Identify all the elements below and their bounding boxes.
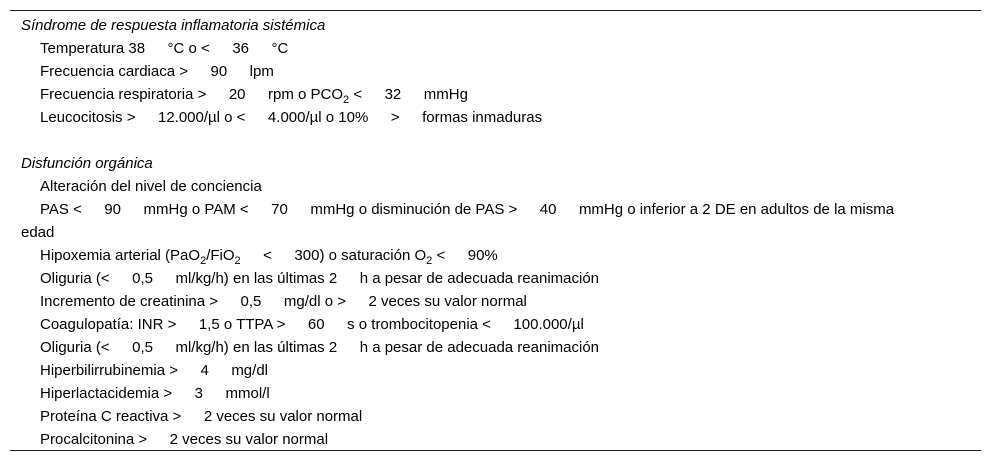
list-item: Hiperbilirrubinemia > 4 mg/dl	[40, 362, 268, 379]
section-spacer	[21, 129, 981, 152]
item-text-continuation: edad	[21, 224, 55, 241]
item-text: Hipoxemia arterial (PaO	[40, 247, 201, 264]
list-item: Oliguria (< 0,5 ml/kg/h) en las últimas 2 h a pesar de adecuada reanimación	[40, 270, 600, 287]
item-text: < 300) o saturación O	[240, 247, 427, 264]
item-text: < 32 mmHg	[349, 86, 468, 103]
item-text: PAS < 90 mmHg o PAM < 70 mmHg o disminución de PAS > 40 mmHg o inferior a 2 DE en adultos de la misma	[40, 201, 895, 218]
list-item: Coagulopatía: INR > 1,5 o TTPA > 60 s o trombocitopenia < 100.000/µl	[40, 316, 584, 333]
section-title-sirs: Síndrome de respuesta inflamatoria sistémica	[21, 17, 326, 34]
table-content	[10, 11, 981, 451]
list-item	[21, 83, 981, 106]
subscript: 2	[234, 255, 241, 267]
item-text: < 90%	[432, 247, 498, 264]
list-item: Alteración del nivel de conciencia	[40, 178, 262, 195]
list-item: Hiperlactacidemia > 3 mmol/l	[40, 385, 270, 402]
list-item: Incremento de creatinina > 0,5 mg/dl o > 2 veces su valor normal	[40, 293, 527, 310]
section-title-organ-dysfunction: Disfunción orgánica	[21, 155, 153, 172]
subscript: 2	[426, 255, 433, 267]
list-item: Temperatura 38 °C o < 36 °C	[40, 40, 289, 57]
list-item: Leucocitosis > 12.000/µl o < 4.000/µl o 10% > formas inmaduras	[40, 109, 543, 126]
item-text: /FiO	[206, 247, 235, 264]
list-item: Procalcitonina > 2 veces su valor normal	[40, 431, 329, 448]
list-item: Oliguria (< 0,5 ml/kg/h) en las últimas 2 h a pesar de adecuada reanimación	[40, 339, 600, 356]
criteria-table	[10, 10, 981, 451]
subscript: 2	[200, 255, 207, 267]
list-item	[21, 244, 981, 267]
list-item: Proteína C reactiva > 2 veces su valor normal	[40, 408, 363, 425]
list-item	[21, 198, 970, 244]
item-text: Frecuencia respiratoria > 20 rpm o PCO	[40, 86, 344, 103]
list-item: Frecuencia cardiaca > 90 lpm	[40, 63, 274, 80]
subscript: 2	[343, 94, 350, 106]
